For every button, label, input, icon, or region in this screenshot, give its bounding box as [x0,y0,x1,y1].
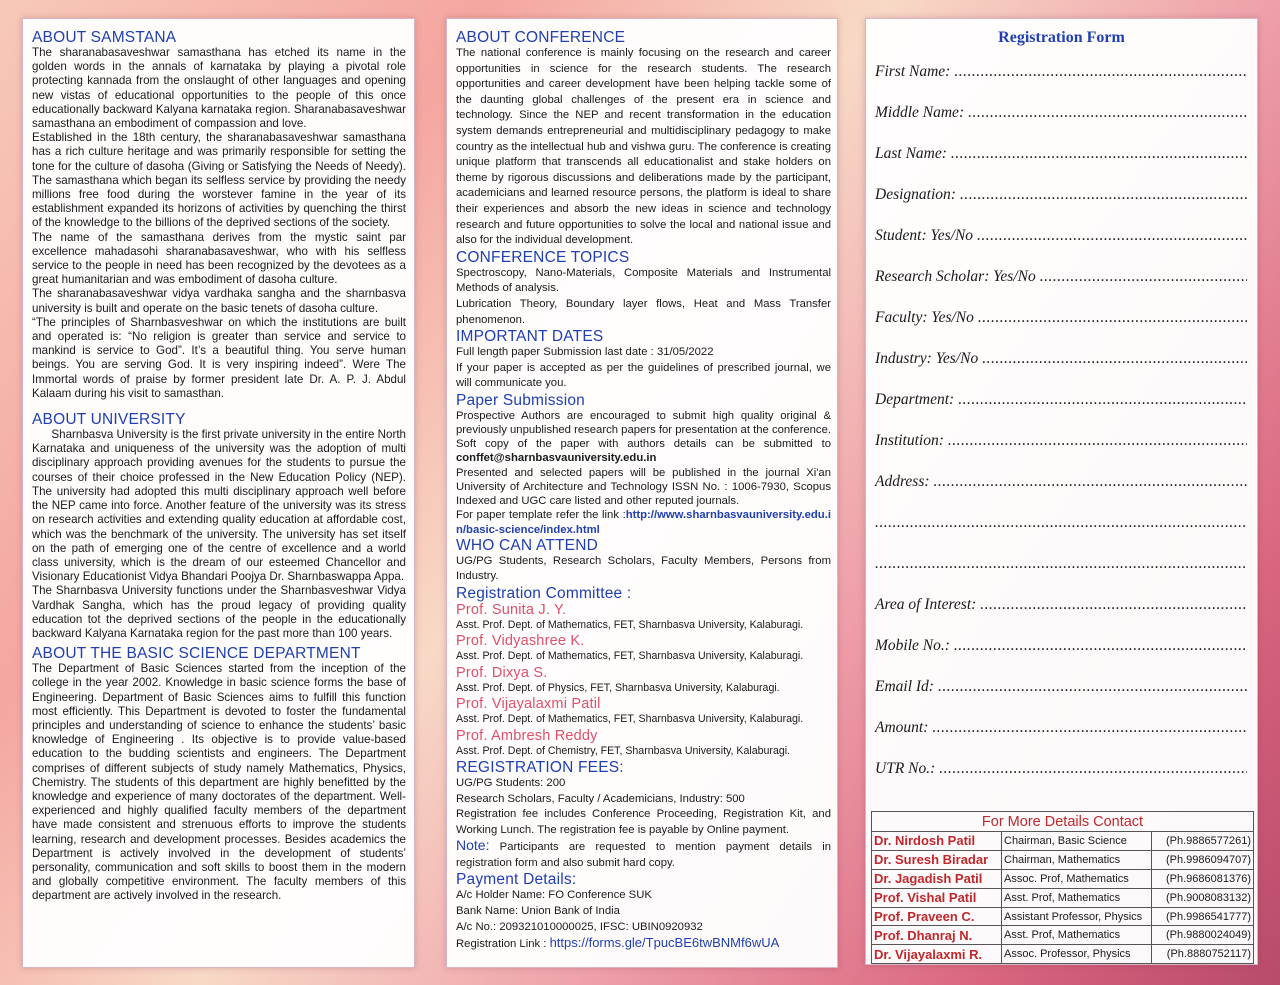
dates-heading: IMPORTANT DATES [456,328,604,346]
payment-heading: Payment Details: [456,871,577,889]
template-link[interactable]: http://www.sharnbasvauniversity.edu.in/basic-science/index.html [456,509,831,536]
samstana-paragraph: The sharanabasaveshwar samasthana has etched its name in the golden words in the annals of karnataka by playing a pivotal role protecting kannada from the onslaught of other languages and opening new vistas of educational opportunities to the people of this once educationally backward Kalyana karnataka region. Sharanabasaveshwar samasthana an embodiment of compassion and love. [32,46,406,131]
contact-row [872,907,1254,926]
form-field-row[interactable] [871,637,1252,678]
committee-member-name: Prof. Ambresh Reddy [456,727,598,744]
samstana-paragraph: “The principles of Sharnbasveshwar on which the institutions are built and operated is: “No religion is greater than service and service to mankind is service to God”. It’s a beautiful thing. You serve human beings. You are serving God. It is very inspiring indeed”. Were The Immortal words of praise by former president late Dr. A. P. J. Abdul Kalaam during his visit to samasthan. [32,315,406,400]
note-label: Note: [456,837,490,854]
template-text [456,508,831,536]
university-paragraph: Sharnbasva University is the first private university in the entire North Karnataka and uniqueness of the university was the adoption of multi disciplinary approach providing avenues for the students to pursue the courses of their choice professed in the New Education Policy (NEP). The university had adopted this multi disciplinary approach well before the NEP came into force. Another feature of the university was its stress on research activities and extending quality education at affordable cost, which was the benchmark of the university. The university has set itself on the path of emerging one of the centre of excellence and a world class university, which is the dream of our esteemed Chancellor and Visionary Educationist Vidya Bhandari Poojya Dr. Sharnbaswappa Appa. [32,428,406,584]
about-university-heading: ABOUT UNIVERSITY [32,411,186,429]
committee-member-name: Prof. Vijayalaxmi Patil [456,696,601,713]
form-field-row[interactable] [871,678,1252,719]
form-field-row[interactable] [871,145,1252,186]
form-field-blank[interactable] [978,309,1247,327]
form-field-row[interactable] [871,63,1252,104]
form-field-blank[interactable] [948,432,1247,450]
topic-item: Spectroscopy, Nano-Materials, Composite Materials and Instrumental Methods of analysis. [456,266,831,295]
form-field-row[interactable] [871,391,1252,432]
contact-name: Prof. Praveen C. [872,907,1002,926]
contact-phone: (Ph.9686081376) [1152,869,1254,888]
contact-name: Dr. Jagadish Patil [872,869,1002,888]
contact-row [872,832,1254,851]
form-field-row[interactable] [871,186,1252,227]
form-field-row[interactable] [871,514,1252,555]
form-field-label: Student: Yes/No [875,227,974,244]
form-field-blank[interactable] [934,473,1247,491]
date-item: If your paper is accepted as per the guidelines of prescribed journal, we will communicate you. [456,361,831,390]
registration-link[interactable]: https://forms.gle/TpucBE6twBNMf6wUA [549,935,780,951]
payment-holder: A/c Holder Name: FO Conference SUK [456,889,652,902]
university-paragraph: The Sharnbasva University functions under the Sharnbasveshwar Vidya Vardhak Sangha, which has the proud legacy of providing quality education tot the deprived sections of the people in the educationally backward Kalyana Karnataka region for the past more than 100 years. [32,584,406,640]
submission-heading: Paper Submission [456,391,585,409]
committee-member-affiliation: Asst. Prof. Dept. of Chemistry, FET, Sharnbasva University, Kalaburagi. [456,744,791,757]
form-field-row[interactable] [871,104,1252,145]
fees-heading: REGISTRATION FEES: [456,758,624,776]
form-field-blank[interactable] [982,350,1247,368]
form-field-blank[interactable] [1040,268,1247,286]
contact-heading: For More Details Contact [872,812,1254,832]
form-field-blank[interactable] [932,719,1247,737]
form-field-label: Department: [875,391,955,408]
form-field-label: Middle Name: [875,104,965,121]
form-field-label: First Name: [875,63,951,80]
form-field-blank[interactable] [939,760,1247,778]
committee-member-affiliation: Asst. Prof. Dept. of Mathematics, FET, Sharnbasva University, Kalaburagi. [456,650,804,663]
contact-name: Prof. Dhanraj N. [872,926,1002,945]
contact-name: Dr. Nirdosh Patil [872,832,1002,851]
form-field-blank[interactable] [875,555,1247,573]
payment-bank: Bank Name: Union Bank of India [456,905,620,918]
left-panel [22,18,415,968]
journal-text: Presented and selected papers will be published in the journal Xi'an University of Architecture and Technology ISSN No. : 1006-7930, Scopus Indexed and UGC care listed and other reputed journals. [456,466,831,508]
contact-phone: (Ph.8880752117) [1152,945,1254,964]
committee-member-name: Prof. Sunita J. Y. [456,601,567,618]
form-field-row[interactable] [871,760,1252,801]
registration-link-label: Registration Link : [456,938,550,951]
committee-heading: Registration Committee : [456,584,632,602]
form-field-label: Designation: [875,186,956,203]
note-text: Participants are requested to mention payment details in registration form and also submit hard copy. [456,841,831,869]
contact-phone: (Ph.9880024049) [1152,926,1254,945]
fee-line: Registration fee includes Conference Proceeding, Registration Kit, and Working Lunch. The registration fee is payable by Online payment. [456,808,831,836]
form-field-label: Mobile No.: [875,637,950,654]
contact-row [872,888,1254,907]
committee-member-name: Prof. Vidyashree K. [456,633,585,650]
attend-heading: WHO CAN ATTEND [456,536,599,554]
form-field-label: Industry: Yes/No [875,350,979,367]
fee-line: Research Scholars, Faculty / Academicians, Industry: 500 [456,792,745,805]
right-panel [865,18,1258,965]
fee-line: UG/PG Students: 200 [456,776,566,789]
form-field-label: Email Id: [875,678,934,695]
form-field-row[interactable] [871,473,1252,514]
contact-role: Assoc. Prof, Mathematics [1002,869,1152,888]
contact-row [872,945,1254,964]
contact-phone: (Ph.9008083132) [1152,888,1254,907]
form-field-label: Last Name: [875,145,947,162]
form-field-blank[interactable] [968,104,1247,122]
form-field-row[interactable] [871,555,1252,596]
middle-panel [446,18,838,968]
samstana-paragraph: The name of the samasthana derives from the mystic saint par excellence mahadasohi sharanabasaveshwar, who with his selfless service to the people in need has been recognized by the devotees as a great humanitarian and was embodiment of dasoha culture. [32,230,406,287]
submission-intro: Prospective Authors are encouraged to submit high quality original & previously unpublished research papers for presentation at the conference. Soft copy of the paper with authors details can be submitted to [456,409,831,451]
contact-phone: (Ph.9886577261) [1152,832,1254,851]
about-samstana-heading: ABOUT SAMSTANA [32,29,177,46]
topics-heading: CONFERENCE TOPICS [456,248,630,266]
contact-role: Assoc. Professor, Physics [1002,945,1152,964]
form-field-blank[interactable] [954,63,1247,81]
template-label: For paper template refer the link : [456,509,626,522]
form-field-label: Institution: [875,432,944,449]
topic-item: Lubrication Theory, Boundary layer flows, Heat and Mass Transfer phenomenon. [456,297,831,326]
form-field-blank[interactable] [951,145,1247,163]
department-paragraph: The Department of Basic Sciences started from the inception of the college in the year 2002. Knowledge in basic science forms the base of Engineering. Department of Basic Sciences aims to fulfill this function most efficiently. This Department is devoted to foster the fundamental principles and understanding of science to enhance the students’ basic knowledge of Engineering . Its objective is to provide value-based education to the budding scientists and engineers. The Department comprises of different subjects of study namely Mathematics, Physics, Chemistry. The students of this department are highly benefitted by the knowledge and experience of many doctorates of the department. Well-experienced and highly qualified faculty members of the department have made consistent and strenuous efforts to improve the students learning, research and development processes. Besides academics the Department is actively involved in the development of students’ personality, communication and soft skills to boost them in the modern and globally competitive environment. The faculty members of this department are actively involved in the research. [32,662,406,903]
form-field-label: Amount: [875,719,929,736]
contact-name: Dr. Suresh Biradar [872,850,1002,869]
contact-row [872,926,1254,945]
form-field-label: Area of Interest: [875,596,977,613]
date-item: Full length paper Submission last date : 31/05/2022 [456,346,714,359]
form-title: Registration Form [998,29,1125,46]
form-field-row[interactable] [871,268,1252,309]
form-field-row[interactable] [871,227,1252,268]
contact-role: Asst. Prof, Mathematics [1002,926,1152,945]
form-field-blank[interactable] [980,596,1247,614]
form-field-label: UTR No.: [875,760,936,777]
form-field-label: Research Scholar: Yes/No [875,268,1036,285]
contact-role: Chairman, Basic Science [1002,832,1152,851]
contact-role: Chairman, Mathematics [1002,850,1152,869]
form-field-row[interactable] [871,309,1252,350]
contact-name: Prof. Vishal Patil [872,888,1002,907]
about-department-heading: ABOUT THE BASIC SCIENCE DEPARTMENT [32,645,361,663]
submission-email-link[interactable]: conffet@sharnbasvauniversity.edu.in [456,452,657,465]
committee-member-affiliation: Asst. Prof. Dept. of Mathematics, FET, Sharnbasva University, Kalaburagi. [456,713,804,726]
form-field-label: Address: [875,473,930,490]
form-field-row[interactable] [871,596,1252,637]
attend-text: UG/PG Students, Research Scholars, Faculty Members, Persons from Industry. [456,554,831,583]
committee-member-affiliation: Asst. Prof. Dept. of Physics, FET, Sharnbasva University, Kalaburagi. [456,681,780,694]
samstana-paragraph: Established in the 18th century, the sharanabasaveshwar samasthana has a rich culture heritage and was primarily responsible for setting the tone for the culture of dasoha (Giving or Satisfying the Needs of Needy). The samasthana which began its selfless service by providing the needy millions free food during the worstever famine in the year of its establishment expanded its horizons of activities by quenching the thirst of the knowledge to the billions of the deprived sections of the society. [32,131,406,230]
form-field-blank[interactable] [875,514,1247,532]
submission-text [456,409,831,466]
samstana-paragraph: The sharanabasaveshwar vidya vardhaka sangha and the sharnbasva university is built and operate on the basic tenets of dasoha culture. [32,287,406,315]
form-field-row[interactable] [871,350,1252,391]
about-conference-heading: ABOUT CONFERENCE [456,29,626,46]
form-field-blank[interactable] [954,637,1247,655]
contact-row [872,869,1254,888]
committee-member-affiliation: Asst. Prof. Dept. of Mathematics, FET, Sharnbasva University, Kalaburagi. [456,618,804,631]
contact-row [872,850,1254,869]
contact-phone: (Ph.9986541777) [1152,907,1254,926]
form-field-blank[interactable] [960,186,1247,204]
contact-table [871,811,1254,964]
contact-name: Dr. Vijayalaxmi R. [872,945,1002,964]
payment-account: A/c No.: 209321010000025, IFSC: UBIN0920932 [456,920,703,933]
registration-link-line [456,935,831,953]
form-field-blank[interactable] [938,678,1247,696]
form-field-blank[interactable] [977,227,1247,245]
form-field-label: Faculty: Yes/No [875,309,974,326]
form-field-row[interactable] [871,719,1252,760]
contact-role: Assistant Professor, Physics [1002,907,1152,926]
registration-form [871,63,1252,801]
contact-role: Asst. Prof, Mathematics [1002,888,1152,907]
contact-phone: (Ph.9986094707) [1152,850,1254,869]
conference-paragraph: The national conference is mainly focusing on the research and career opportunities in science for the research students. The research opportunities and career development have been helping tackle some of the daunting global challenges of the present era in science and technology. Since the NEP and recent transformation in the education system demands entrepreneurial and multidisciplinary pedagogy to make country as the intellectual hub and vishwa guru. The conference is creating unique platform that transcends all educationalist and stake holders on theme by rigorous discussions and deliberations made by the participant, academicians and learned resource persons, the platform is ideal to share their experiences and absorb the new ideas in science and technology research and future opportunities to solve the local and national issue and also for the individual development. [456,47,831,247]
form-field-row[interactable] [871,432,1252,473]
committee-member-name: Prof. Dixya S. [456,664,548,681]
fee-note [456,838,831,871]
form-field-blank[interactable] [958,391,1247,409]
